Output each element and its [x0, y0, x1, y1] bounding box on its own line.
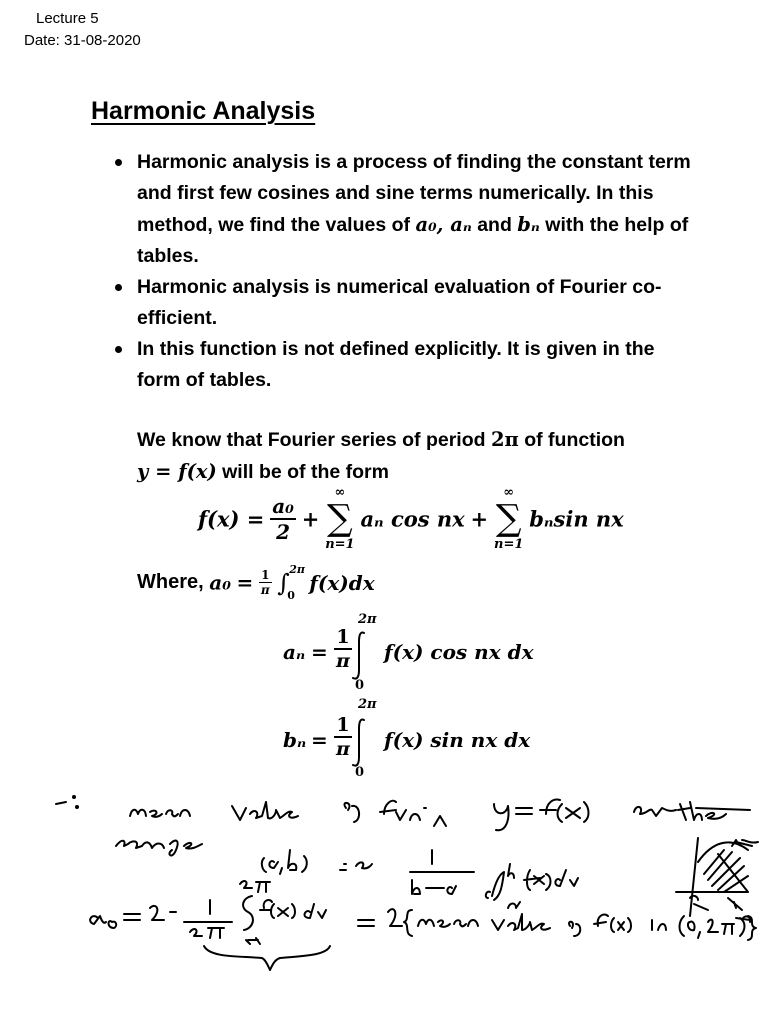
bullet-1-text-a: Harmonic analysis is a process of finding the constant term and first few cosines and sine terms numerically. In this method, we find the values of [137, 151, 691, 236]
series-term-1: aₙ cos nx [360, 506, 465, 532]
series-fraction: $\frac{\text{a₀}}{2}$ [272, 494, 294, 544]
bn-integral-sign [351, 717, 367, 769]
intro-line-1: We know that Fourier series of period 2π of function [137, 428, 625, 451]
bullet-2-text: Harmonic analysis is numerical evaluation of Fourier co-efficient. [137, 276, 662, 329]
series-term-2: bₙsin nx [529, 506, 624, 532]
bullet-item-2 [112, 272, 692, 334]
bullet-1-text-b: and [471, 214, 518, 236]
bullet-1-math2: bₙ [517, 213, 540, 236]
series-lhs: f(x) = [198, 506, 265, 532]
intro-line-2: y = f(x) will be of the form [137, 460, 389, 483]
bullet-1-text-c: with the help of tables. [137, 214, 689, 267]
date-label: Date: 31-08-2020 [24, 32, 141, 49]
summation-2: ∞ ∑ n=1 [494, 485, 524, 552]
an-integral-sign [351, 630, 367, 682]
bn-formula: bₙ = $\frac{1}{\pi}$ 2π 0 f(x) sin nx dx [283, 697, 531, 780]
bullet-list [112, 147, 692, 396]
a0-definition: Where, a₀ = $\frac{1}{\pi}$ ∫ 2π 0 f(x)dx [137, 562, 375, 602]
an-formula: aₙ = $\frac{1}{\pi}$ 2π 0 f(x) cos nx dx [283, 612, 534, 693]
bullet-item-1 [112, 147, 692, 272]
intro-paragraph [137, 424, 697, 488]
lecture-label: Lecture 5 [36, 10, 99, 27]
fourier-series-equation: f(x) = $\frac{\text{a₀}}{2}$ + ∞ ∑ n=1 aₙ cos nx + ∞ ∑ n=1 bₙsin nx [198, 485, 624, 552]
bullet-item-3 [112, 334, 692, 396]
bullet-3-text: In this function is not defined explicitly. It is given in the form of tables. [137, 338, 655, 391]
summation-1: ∞ ∑ n=1 [325, 485, 355, 552]
a0-integral: ∫ 2π 0 [277, 562, 305, 602]
page-title: Harmonic Analysis [91, 97, 316, 125]
bullet-1-math: a₀, aₙ [415, 213, 472, 236]
handwritten-notes [0, 780, 768, 1024]
